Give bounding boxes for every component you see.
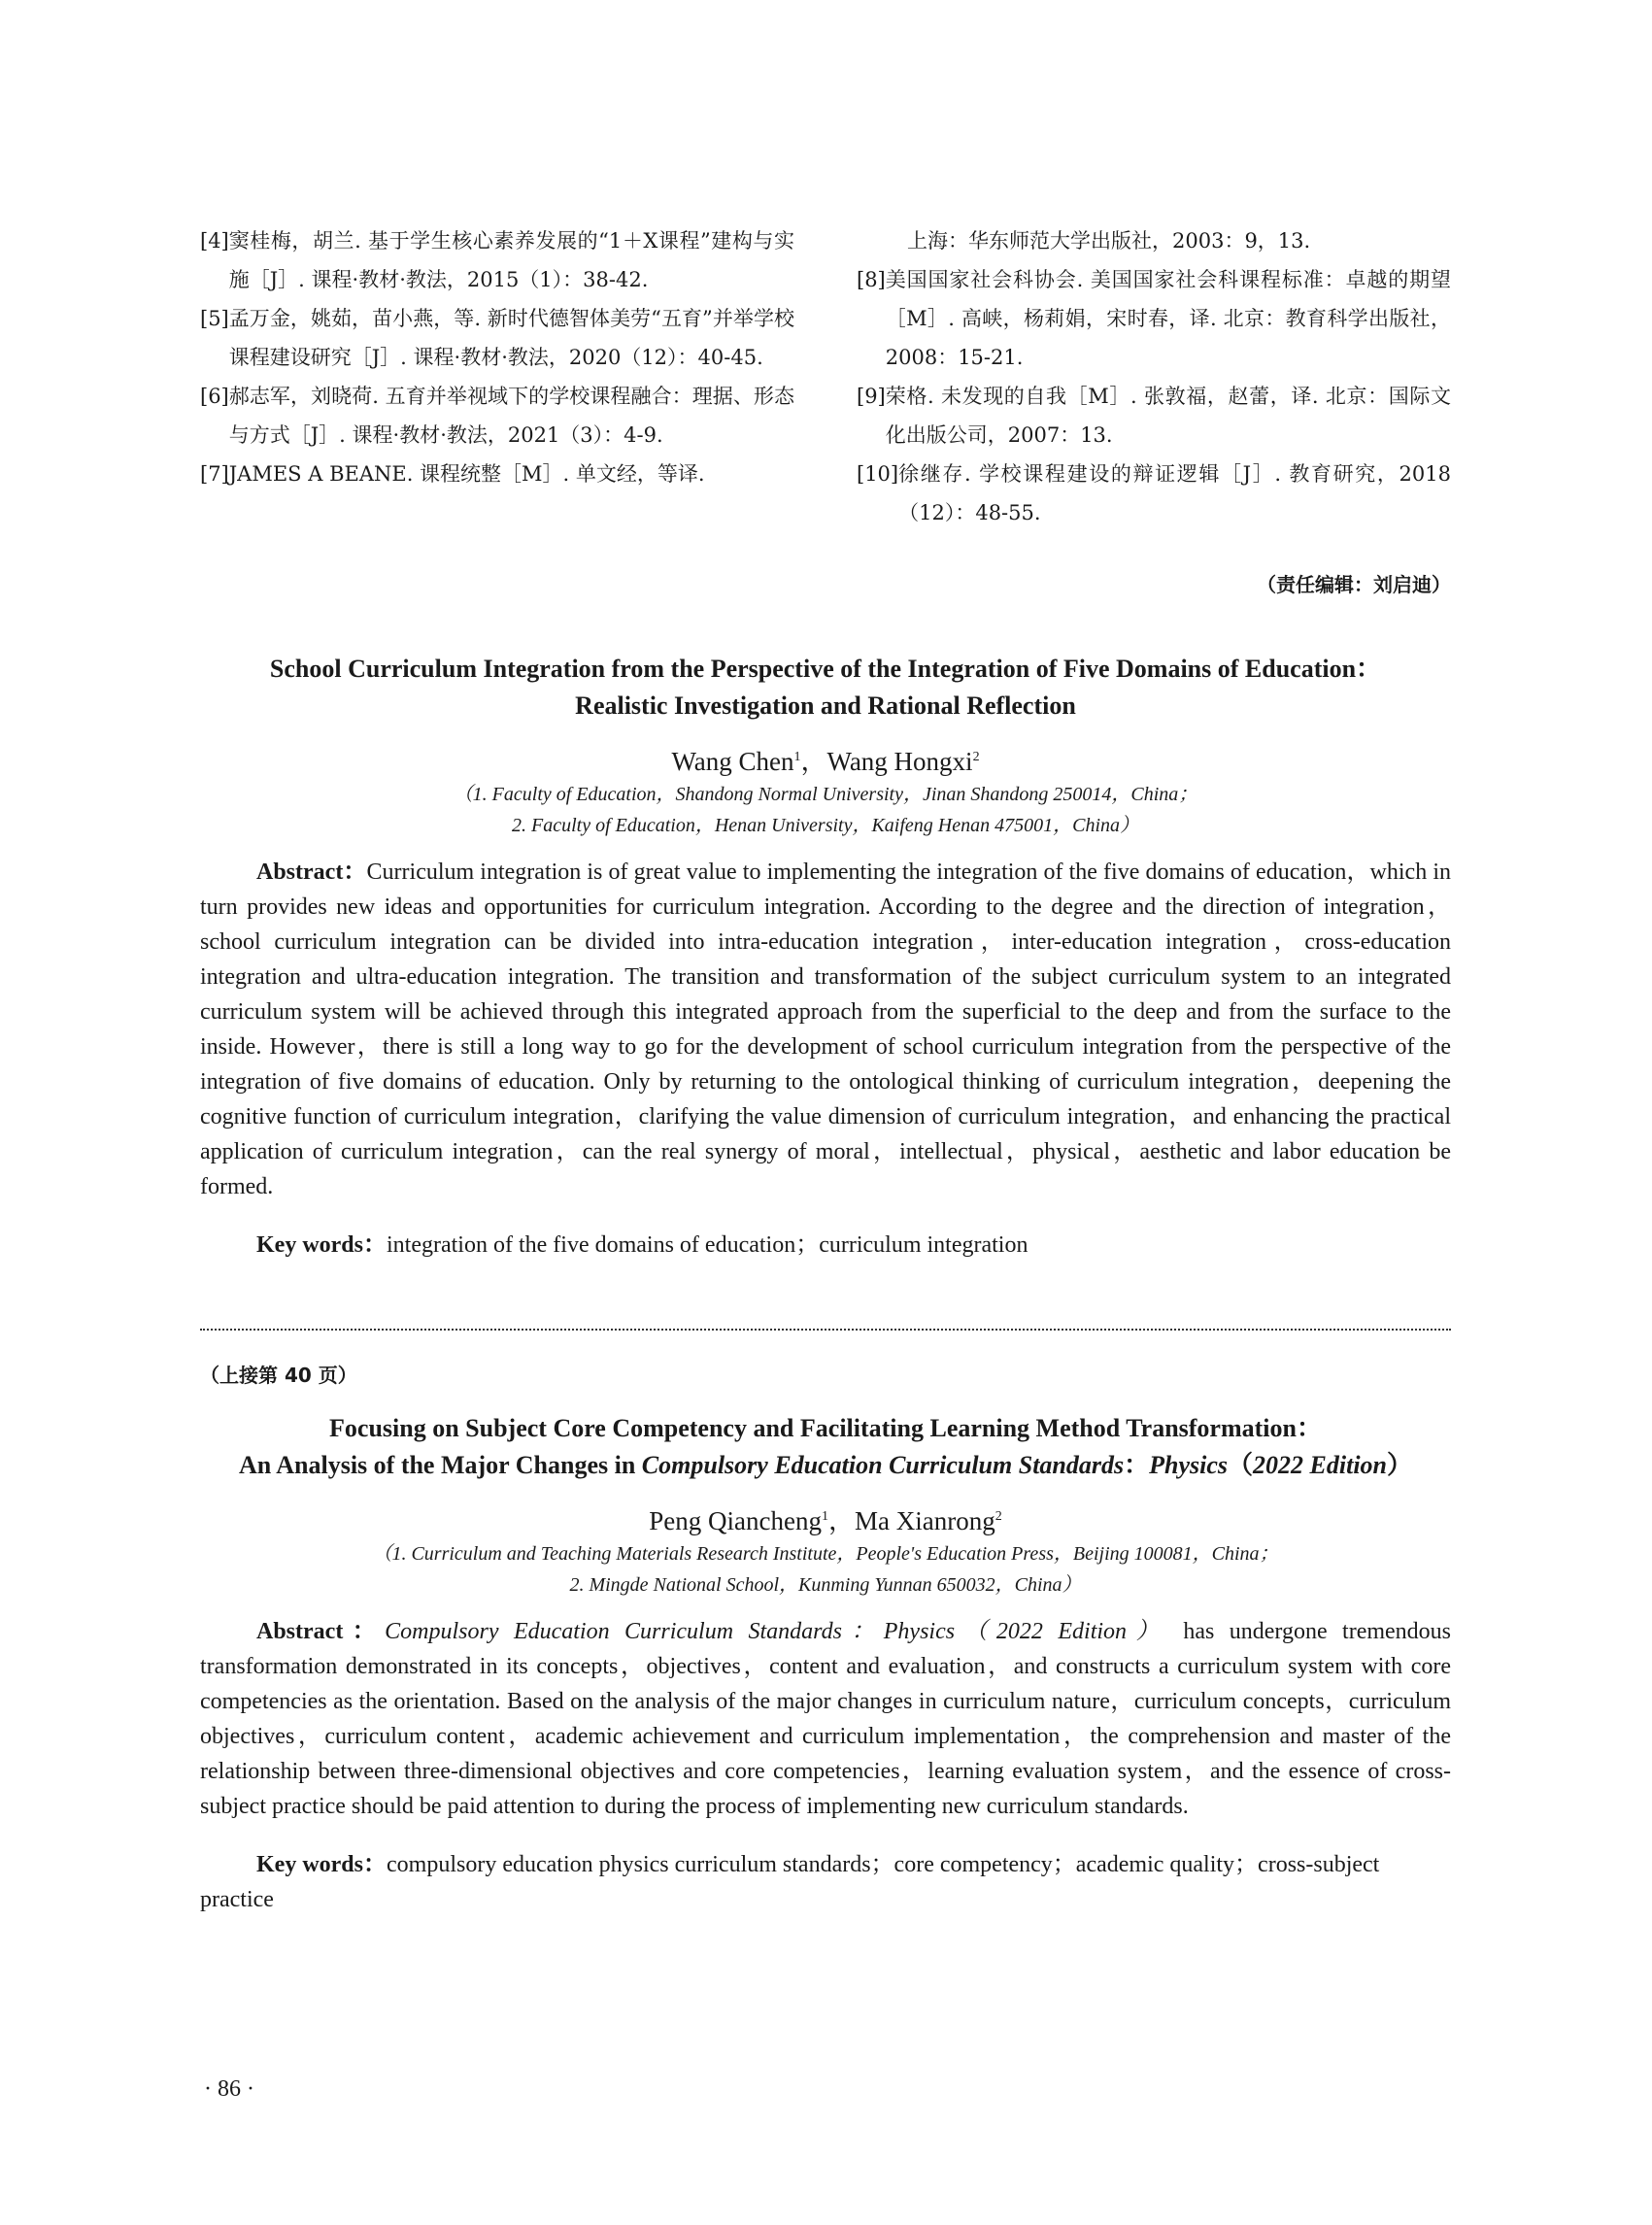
section-divider xyxy=(200,1329,1451,1334)
reference-item xyxy=(857,455,1451,532)
reference-text: 荣格. 未发现的自我［M］. 张敦福，赵蕾，译. 北京：国际文化出版公司，2007：13. xyxy=(885,385,1451,447)
author-name: Wang Chen xyxy=(671,747,794,776)
references-section xyxy=(200,221,1451,604)
reference-number: [6] xyxy=(200,385,229,408)
reference-item xyxy=(200,377,794,455)
abstract-label: Abstract： xyxy=(256,860,367,885)
reference-text: 徐继存. 学校课程建设的辩证逻辑［J］. 教育研究，2018（12）：48-55. xyxy=(898,462,1451,524)
reference-number: [9] xyxy=(857,385,886,408)
article-2-authors xyxy=(200,1500,1451,1538)
author-affiliation-mark: 2 xyxy=(972,750,980,764)
article-2-title xyxy=(200,1410,1451,1484)
abstract-label: Abstract： xyxy=(256,1619,386,1644)
reference-item xyxy=(200,299,794,377)
reference-number: [7] xyxy=(200,462,229,486)
keywords-label: Key words： xyxy=(256,1852,387,1877)
reference-item xyxy=(857,377,1451,455)
keywords-text: integration of the five domains of education；curriculum integration xyxy=(387,1232,1028,1258)
article-1-authors xyxy=(200,740,1451,779)
reference-number: [5] xyxy=(200,307,229,330)
article-2-keywords xyxy=(200,1847,1451,1917)
author-separator: ， xyxy=(827,1506,855,1535)
author-name: Wang Hongxi xyxy=(826,747,973,776)
title-line-1: Focusing on Subject Core Competency and Facilitating Learning Method Transformation： xyxy=(329,1414,1322,1442)
keywords-label: Key words： xyxy=(256,1232,387,1258)
title-line-2: Realistic Investigation and Rational Reflection xyxy=(575,691,1076,720)
reference-number: [4] xyxy=(200,229,229,253)
title-italic-physics: Physics xyxy=(1149,1451,1229,1479)
article-1-title xyxy=(200,651,1451,725)
title-italic-standards: Compulsory Education Curriculum Standards xyxy=(641,1451,1125,1479)
author-affiliation-mark: 1 xyxy=(821,1509,828,1524)
author-affiliation-mark: 1 xyxy=(793,750,801,764)
reference-text: 窦桂梅，胡兰. 基于学生核心素养发展的“1＋X课程”建构与实施［J］. 课程·教材·教法，2015（1）：38-42. xyxy=(228,229,794,291)
article-1-affiliation-1: （1. Faculty of Education，Shandong Normal University，Jinan Shandong 250014，China； xyxy=(453,784,1198,805)
reference-text: JAMES A BEANE. 课程统整［M］. 单文经，等译. xyxy=(228,462,705,486)
title-italic-edition: 2022 Edition xyxy=(1253,1451,1388,1479)
title-line-1: School Curriculum Integration from the Perspective of the Integration of Five Domains of Education： xyxy=(269,655,1382,683)
abstract-text: Curriculum integration is of great value to implementing the integration of the five domains of education，which in turn provides new ideas and opportunities for curriculum integration. According to the degree and the direction of integration，school curriculum integration can be divided into intra-education integration，inter-education integration，cross-education integration and ultra-education integration. The transition and transformation of the subject curriculum system to an integrated curriculum system will be achieved through this integrated approach from the superficial to the deep and from the surface to the inside. However，there is still a long way to go for the development of school curriculum integration from the perspective of the integration of five domains of education. Only by returning to the ontological thinking of curriculum integration，deepening the cognitive function of curriculum integration，clarifying the value dimension of curriculum integration，and enhancing the practical application of curriculum integration，can the real synergy of moral，intellectual，physical，aesthetic and labor education be formed. xyxy=(200,860,1451,1199)
reference-continuation xyxy=(857,221,1451,260)
responsible-editor: （责任编辑：刘启迪） xyxy=(1257,573,1451,596)
abstract-italic-title: Compulsory Education Curriculum Standards：Physics（2022 Edition） xyxy=(385,1619,1168,1644)
article-1 xyxy=(200,651,1451,1286)
abstract-text: has undergone tremendous transformation demonstrated in its concepts，objectives，content and evaluation，and constructs a curriculum system with core competencies as the orientation. Based on the analysis of the major changes in curriculum nature，curriculum concepts，curriculum objectives，curriculum content，academic achievement and curriculum implementation，the comprehension and master of the relationship between three-dimensional objectives and core competencies，learning evaluation system，and the essence of cross-subject practice should be paid attention to during the process of implementing new curriculum standards. xyxy=(200,1619,1452,1819)
page-number: · 86 · xyxy=(204,2076,254,2102)
keywords-text: compulsory education physics curriculum standards；core competency；academic quality；cross-subject practice xyxy=(200,1852,1380,1912)
reference-item xyxy=(200,221,794,299)
reference-number: [10] xyxy=(857,462,899,486)
reference-text: 郝志军，刘晓荷. 五育并举视域下的学校课程融合：理据、形态与方式［J］. 课程·教材·教法，2021（3）：4-9. xyxy=(228,385,794,447)
article-2-affiliation-2: 2. Mingde National School，Kunming Yunnan 650032，China） xyxy=(569,1574,1082,1596)
reference-item xyxy=(857,260,1451,377)
reference-text: 美国国家社会科协会. 美国国家社会科课程标准：卓越的期望［M］. 高峡，杨莉娟，宋时春，译. 北京：教育科学出版社，2008：15-21. xyxy=(885,268,1451,369)
author-name: Ma Xianrong xyxy=(854,1506,995,1535)
title-paren-open: （ xyxy=(1228,1451,1254,1479)
author-affiliation-mark: 2 xyxy=(995,1509,1002,1524)
article-2-affiliation-1: （1. Curriculum and Teaching Materials Research Institute，People's Education Press，Beijing 100081，China； xyxy=(372,1543,1279,1565)
article-2-abstract xyxy=(200,1614,1451,1824)
article-2 xyxy=(200,1410,1451,1940)
reference-number: [8] xyxy=(857,268,886,291)
reference-text: 孟万金，姚茹，苗小燕，等. 新时代德智体美劳“五育”并举学校课程建设研究［J］. 课程·教材·教法，2020（12）：40-45. xyxy=(228,307,794,369)
title-colon: ： xyxy=(1124,1451,1150,1479)
continued-from-note: （上接第 40 页） xyxy=(200,1364,357,1387)
reference-text: 上海：华东师范大学出版社，2003：9，13. xyxy=(907,229,1311,253)
references-right-column xyxy=(857,221,1451,604)
reference-item xyxy=(200,455,794,493)
article-1-affiliation-2: 2. Faculty of Education，Henan University，Kaifeng Henan 475001，China） xyxy=(511,815,1140,836)
author-name: Peng Qiancheng xyxy=(649,1506,822,1535)
references-left-column xyxy=(200,221,794,604)
article-1-keywords xyxy=(200,1228,1451,1263)
title-paren-close: ） xyxy=(1387,1451,1413,1479)
author-separator: ， xyxy=(800,747,827,776)
article-1-abstract xyxy=(200,855,1451,1204)
title-line-2-prefix: An Analysis of the Major Changes in xyxy=(238,1451,642,1479)
